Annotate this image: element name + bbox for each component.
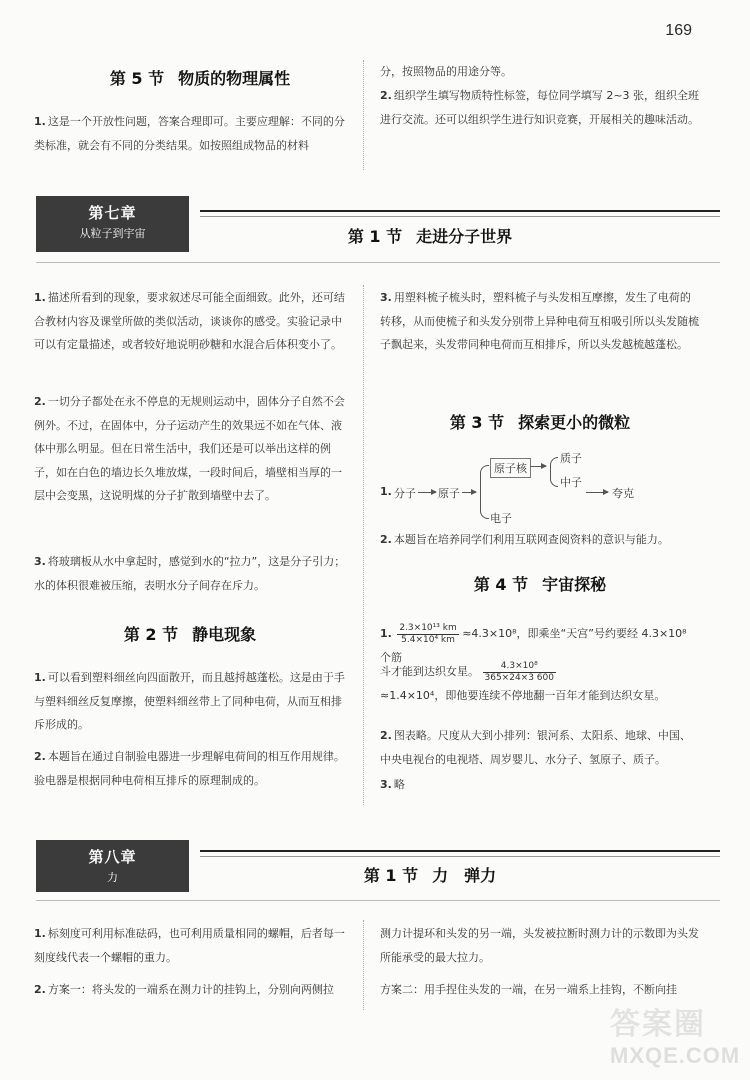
section-name: 静电现象 <box>192 625 257 644</box>
section-number: 第 1 节 <box>347 227 403 246</box>
section-name: 宇宙探秘 <box>542 575 607 594</box>
answer-item <box>34 390 352 508</box>
item-number: 2. <box>380 729 392 742</box>
particle-diagram <box>380 452 700 527</box>
answer-item <box>34 550 352 597</box>
item-number: 1. <box>34 927 46 940</box>
item-text: ≈4.3×10⁸，即乘坐“天宫”号约要经 4.3×10⁸ 个筋 <box>380 627 687 664</box>
arrow-icon <box>530 466 546 467</box>
section-number: 第 4 节 <box>473 575 529 594</box>
section-name: 物质的物理属性 <box>178 69 291 88</box>
section-title-7-3 <box>430 410 650 433</box>
answer-item <box>34 110 352 157</box>
denominator: 365×24×3 600 <box>484 672 554 683</box>
item-text: 描述所看到的现象，要求叙述尽可能全面细致。此外，还可结合教材内容及课堂所做的类似活动，谈谈你的感受。实验记录中可以有定量描述，或者较好地说明砂糖和水混合后体积变小了。 <box>34 291 345 351</box>
section-title-5 <box>90 66 310 89</box>
fraction <box>483 661 556 684</box>
item-text: ≈1.4×10⁴，即他要连续不停地翻一百年才能到达织女星。 <box>380 689 666 702</box>
answer-item-continuation <box>380 922 700 969</box>
brace-icon <box>480 465 489 519</box>
item-number: 3. <box>380 291 392 304</box>
numerator: 2.3×10¹³ km <box>399 622 457 633</box>
item-number: 1. <box>380 485 392 498</box>
chapter-rule <box>200 210 720 217</box>
numerator: 4.3×10⁸ <box>483 661 556 673</box>
chapter-rule <box>200 850 720 857</box>
section-rule <box>36 900 720 901</box>
item-text: 可以看到塑料细丝向四面散开，而且越捋越蓬松。这是由于手与塑料细丝反复摩擦，使塑料细丝带上了同种电荷，从而互相排斥形成的。 <box>34 671 345 731</box>
answer-item-continuation <box>380 978 700 1002</box>
answer-item-continuation <box>380 684 700 708</box>
brace-icon <box>550 457 558 487</box>
answer-item-continuation <box>380 60 700 84</box>
proton-label: 质子 <box>560 452 582 465</box>
item-text: 用塑料梳子梳头时，塑料梳子与头发相互摩擦，发生了电荷的转移，从而使梳子和头发分别带上异种电荷互相吸引所以头发随梳子飘起来，头发带同种电荷而互相排斥，所以头发越梳越蓬松。 <box>380 291 699 351</box>
item-number: 1. <box>34 115 46 128</box>
item-text: 图表略。尺度从大到小排列：银河系、太阳系、地球、中国、中央电视台的电视塔、周岁婴儿、水分子、氢原子、质子。 <box>380 729 691 766</box>
answer-item <box>380 773 700 797</box>
item-text: 这是一个开放性问题，答案合理即可。主要应理解：不同的分类标准，就会有不同的分类结果。如按照组成物品的材料 <box>34 115 345 152</box>
answer-item <box>34 666 352 737</box>
chapter-title: 第八章 <box>88 848 137 866</box>
page-number: 169 <box>665 22 692 39</box>
item-text: 测力计提环和头发的另一端，头发被拉断时测力计的示数即为头发所能承受的最大拉力。 <box>380 927 699 964</box>
column-divider <box>363 285 364 805</box>
item-text: 将玻璃板从水中拿起时，感觉到水的“拉力”，这是分子引力；水的体积很难被压缩，表明水分子间存在斥力。 <box>34 555 346 592</box>
section-number: 第 1 节 <box>363 866 419 885</box>
section-number: 第 2 节 <box>123 625 179 644</box>
arrow-icon <box>586 492 608 493</box>
item-number: 1. <box>34 291 46 304</box>
answer-item <box>34 745 352 792</box>
answer-item <box>34 978 352 1002</box>
item-number: 3. <box>34 555 46 568</box>
chapter-badge <box>36 840 189 892</box>
watermark-text: 答案圈 <box>610 1007 706 1042</box>
item-number: 1. <box>34 671 46 684</box>
item-number: 2. <box>34 983 46 996</box>
fraction <box>397 623 458 646</box>
answer-item <box>380 84 700 131</box>
item-text: 斗才能到达织女星。 <box>380 665 479 678</box>
item-number: 1. <box>380 627 392 640</box>
section-title-7-1 <box>320 224 540 247</box>
chapter-badge <box>36 196 189 252</box>
item-number: 2. <box>34 750 46 763</box>
watermark-url: MXQE.COM <box>610 1043 741 1068</box>
section-number: 第 3 节 <box>449 413 505 432</box>
section-title-7-4 <box>430 572 650 595</box>
item-text: 方案一：将头发的一端系在测力计的挂钩上，分别向两侧拉 <box>47 983 334 996</box>
chapter-subtitle: 从粒子到宇宙 <box>79 227 146 240</box>
electron-label: 电子 <box>490 512 512 525</box>
chapter-title: 第七章 <box>88 204 137 222</box>
section-title-8-1 <box>320 863 540 886</box>
item-text: 本题旨在培养同学们利用互联网查阅资料的意识与能力。 <box>393 533 669 546</box>
denominator: 5.4×10⁴ km <box>401 634 455 645</box>
item-number: 2. <box>380 89 392 102</box>
item-text: 标刻度可利用标准砝码，也可利用质量相同的螺帽，后者每一刻度线代表一个螺帽的重力。 <box>34 927 345 964</box>
item-text: 一切分子都处在永不停息的无规则运动中，固体分子自然不会例外。不过，在固体中，分子运动产生的效果远不如在气体、液体中那么明显。但在日常生活中，我们还是可以举出这样的例子，如在白色的墙边长久堆放煤，一段时间后，墙壁相当厚的一层中会变黑，这说明煤的分子扩散到墙壁中去了。 <box>34 395 345 502</box>
item-number: 2. <box>380 533 392 546</box>
section-name: 探索更小的微粒 <box>518 413 631 432</box>
section-title-7-2 <box>80 622 300 645</box>
item-text: 方案二：用手捏住头发的一端，在另一端系上挂钩，不断向挂 <box>380 983 677 996</box>
item-text: 组织学生填写物质特性标签，每位同学填写 2~3 张，组织全班进行交流。还可以组织学生进行知识竞赛，开展相关的趣味活动。 <box>380 89 700 126</box>
chapter-subtitle: 力 <box>107 871 118 884</box>
item-number: 3. <box>380 778 392 791</box>
watermark-logo <box>610 999 740 1074</box>
answer-item <box>380 528 700 552</box>
answer-item <box>380 286 700 357</box>
item-text: 本题旨在通过自制验电器进一步理解电荷间的相互作用规律。验电器是根据同种电荷相互排斥的原理制成的。 <box>34 750 345 787</box>
answer-item <box>34 286 352 357</box>
atom-label: 原子 <box>438 487 460 500</box>
item-text: 略 <box>393 778 405 791</box>
answer-item <box>34 922 352 969</box>
nucleus-label: 原子核 <box>490 458 531 478</box>
section-rule <box>36 262 720 263</box>
arrow-icon <box>418 492 436 493</box>
molecule-label: 分子 <box>394 487 416 500</box>
item-text: 分，按照物品的用途分等。 <box>380 65 512 78</box>
section-number: 第 5 节 <box>109 69 165 88</box>
section-name: 力 弹力 <box>432 866 497 885</box>
column-divider <box>363 920 364 1010</box>
column-divider <box>363 60 364 170</box>
section-name: 走进分子世界 <box>416 227 513 246</box>
answer-item-continuation <box>380 660 700 684</box>
item-number: 2. <box>34 395 46 408</box>
quark-label: 夸克 <box>612 487 634 500</box>
arrow-icon <box>462 492 476 493</box>
neutron-label: 中子 <box>560 476 582 489</box>
answer-item <box>380 724 700 771</box>
